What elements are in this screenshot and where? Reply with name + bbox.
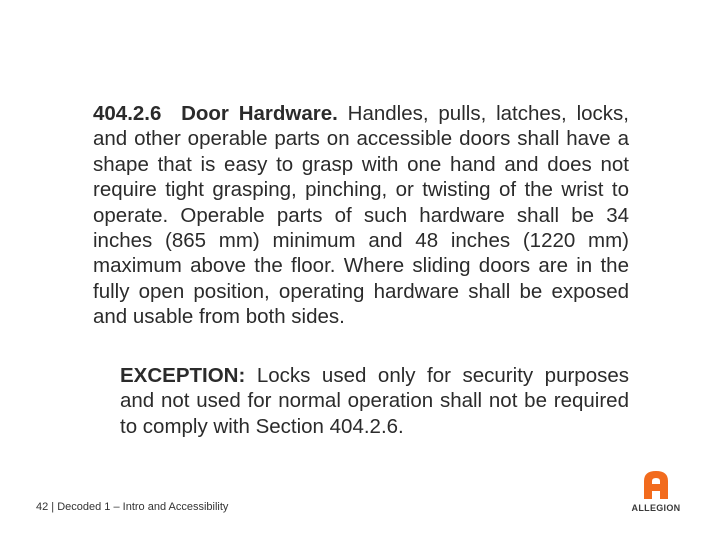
section-heading: Door Hardware.: [181, 102, 338, 125]
exception-paragraph: [120, 363, 629, 439]
exception-label: EXCEPTION:: [120, 364, 246, 387]
allegion-logo: [624, 470, 688, 516]
code-section-404-2-6: [93, 101, 629, 330]
allegion-wordmark: ALLEGION: [631, 503, 681, 513]
footer-text: 42 | Decoded 1 – Intro and Accessibility: [36, 501, 229, 513]
section-body: Handles, pulls, latches, locks, and other operable parts on accessible doors shall have a shape that is easy to grasp with one hand and does not require tight grasping, pinching, or twisting of the wrist to operate. Operable parts of such hardware shall be 34 inches (865 mm) minimum and 48 inches (1220 mm) maximum above the floor. Where sliding doors are in the fully open position, operating hardware shall be exposed and usable from both sides.: [93, 102, 629, 329]
allegion-logo-icon: [643, 470, 669, 500]
section-number: 404.2.6: [93, 102, 162, 125]
exception-text: Locks used only for security purposes and not used for normal operation shall not be required to comply with Section 404.2.6.: [120, 364, 629, 438]
